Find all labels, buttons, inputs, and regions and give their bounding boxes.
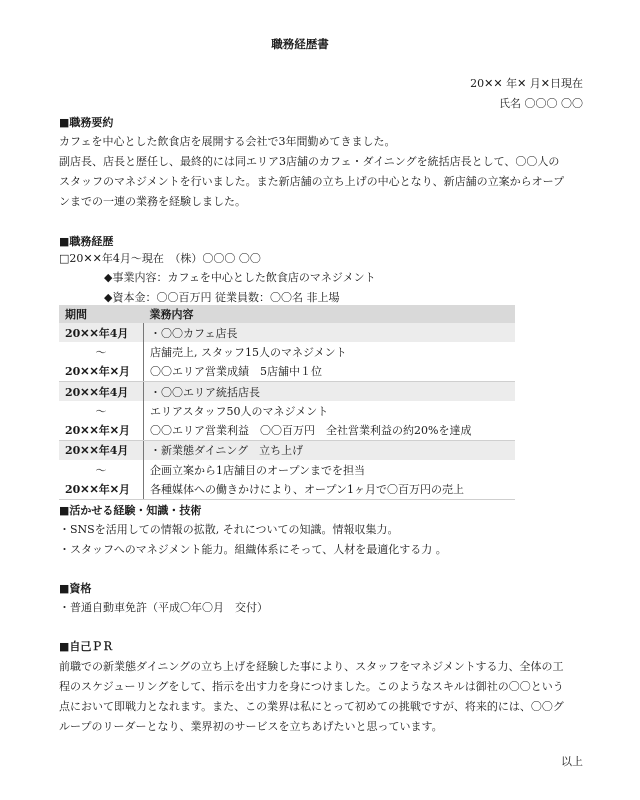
pr-heading: ■自己ＰＲ — [59, 640, 114, 653]
table-row — [59, 362, 515, 382]
duty-cell: ・新業態ダイニング 立ち上げ — [144, 440, 516, 460]
table-row — [59, 420, 515, 440]
period-end: 20✕✕年✕月 — [59, 420, 144, 440]
qualifications-heading: ■資格 — [59, 582, 92, 595]
document-date: 20✕✕ 年✕ 月✕日現在 — [470, 77, 583, 90]
period-end: 20✕✕年✕月 — [59, 362, 144, 382]
period-end: 20✕✕年✕月 — [59, 479, 144, 499]
duty-cell: ・〇〇エリア統括店長 — [144, 381, 516, 401]
duty-cell: ・〇〇カフェ店長 — [144, 323, 516, 342]
summary-line: ンまでの一連の業務を経験しました。 — [59, 195, 246, 208]
pr-line: 前職での新業態ダイニングの立ち上げを経験した事により、スタッフをマネジメントする力、全体の工 — [59, 660, 564, 673]
company-line: □20✕✕年4月〜現在 （株）〇〇〇 〇〇 — [59, 252, 261, 265]
summary-line: 副店長、店長と歴任し、最終的には同エリア3店舗のカフェ・ダイニングを統括店長として、〇〇人の — [59, 155, 560, 168]
duty-cell: 〇〇エリア営業成績 5店舗中１位 — [144, 362, 516, 382]
table-header-row — [59, 305, 515, 323]
pr-line: 点において即戦力となれます。また、この業界は私にとって初めての挑戦ですが、将来的には、〇〇グ — [59, 700, 564, 713]
capital-line: ◆資本金：〇〇百万円 従業員数：〇〇名 非上場 — [104, 291, 340, 304]
career-heading: ■職務経歴 — [59, 235, 114, 248]
table-row — [59, 381, 515, 401]
qualification-item: ・普通自動車免許（平成〇年〇月 交付） — [59, 601, 268, 614]
skill-item: ・SNSを活用しての情報の拡散, それについての知識。情報収集力。 — [59, 523, 399, 536]
business-line: ◆事業内容：カフェを中心とした飲食店のマネジメント — [104, 271, 376, 284]
table-row — [59, 479, 515, 499]
closing-text: 以上 — [561, 755, 583, 768]
duty-cell: 店舗売上, スタッフ15人のマネジメント — [150, 345, 347, 359]
period-range-mark: 〜 — [59, 460, 144, 479]
skill-item: ・スタッフへのマネジメント能力。組織体系にそって、人材を最適化する力 。 — [59, 543, 447, 556]
period-start: 20✕✕年4月 — [59, 440, 144, 460]
duty-cell: エリアスタッフ50人のマネジメント — [150, 404, 329, 418]
summary-line: スタッフのマネジメントを行いました。また新店舗の立ち上げの中心となり、新店舗の立案からオープ — [59, 175, 565, 188]
pr-line: ループのリーダーとなり、業界初のサービスを立ちあげたいと思っています。 — [59, 720, 443, 733]
table-row — [59, 440, 515, 460]
period-start: 20✕✕年4月 — [59, 381, 144, 401]
table-row — [59, 342, 515, 361]
document-title: 職務経歴書 — [271, 37, 329, 51]
pr-line: 程のスケジューリングをして、指示を出す力を身につけました。このようなスキルは御社の〇〇という — [59, 680, 564, 693]
period-start: 20✕✕年4月 — [59, 323, 144, 342]
summary-line: カフェを中心とした飲食店を展開する会社で3年間勤めてきました。 — [59, 135, 396, 148]
period-range-mark: 〜 — [59, 401, 144, 420]
duty-cell: 企画立案から1店舗目のオープンまでを担当 — [150, 463, 366, 477]
table-row — [59, 460, 515, 479]
table-row — [59, 323, 515, 342]
summary-heading: ■職務要約 — [59, 116, 114, 129]
period-range-mark: 〜 — [59, 342, 144, 361]
duty-cell: 〇〇エリア営業利益 〇〇百万円 全社営業利益の約20%を達成 — [144, 420, 516, 440]
period-header: 期間 — [59, 305, 144, 323]
career-table — [59, 305, 515, 500]
duties-header: 業務内容 — [144, 305, 516, 323]
applicant-name: 氏名 〇〇〇 〇〇 — [499, 97, 583, 110]
skills-heading: ■活かせる経験・知識・技術 — [59, 504, 202, 517]
table-row — [59, 401, 515, 420]
duty-cell: 各種媒体への働きかけにより、オープン1ヶ月で〇百万円の売上 — [144, 479, 516, 499]
